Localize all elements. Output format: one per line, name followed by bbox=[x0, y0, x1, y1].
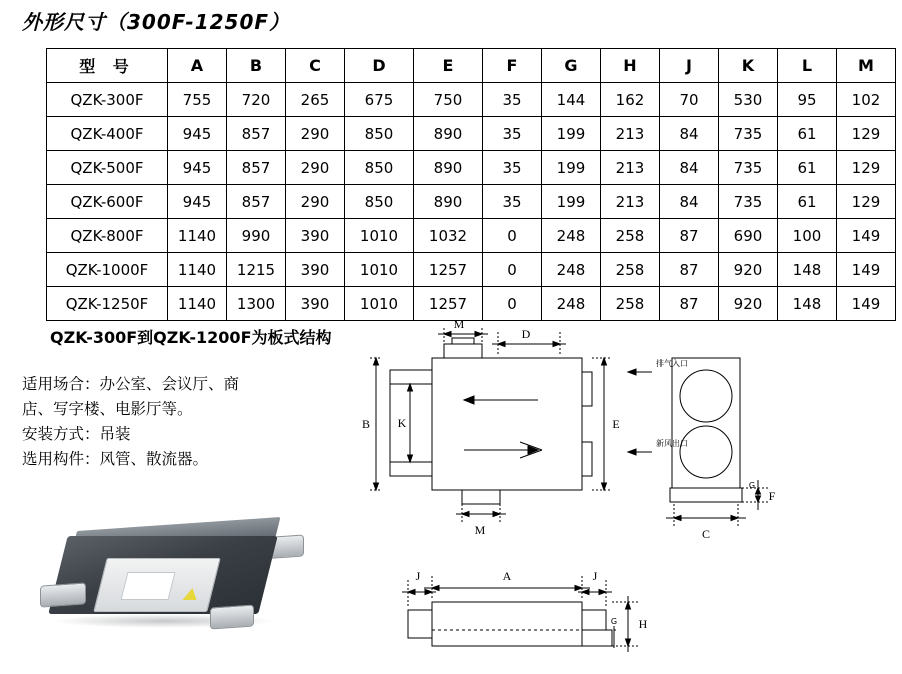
dim-label-h: H bbox=[638, 617, 648, 631]
note-line-installation: 安装方式：吊装 bbox=[22, 425, 131, 443]
cell-e: 1257 bbox=[414, 253, 483, 287]
drawing-svg bbox=[352, 317, 892, 670]
cell-a: 945 bbox=[168, 185, 227, 219]
table-header-row bbox=[47, 49, 896, 83]
cell-m: 149 bbox=[837, 219, 896, 253]
cell-e: 890 bbox=[414, 185, 483, 219]
header-cell-c: C bbox=[286, 49, 345, 83]
cell-j: 84 bbox=[660, 185, 719, 219]
cell-model: QZK-500F bbox=[47, 151, 168, 185]
photo-brand-label bbox=[121, 572, 176, 600]
label-outlet: 新风出口 bbox=[656, 439, 688, 448]
cell-b: 1300 bbox=[227, 287, 286, 321]
header-cell-f: F bbox=[483, 49, 542, 83]
header-cell-model: 型 号 bbox=[47, 49, 168, 83]
cell-a: 945 bbox=[168, 151, 227, 185]
cell-k: 735 bbox=[719, 151, 778, 185]
table-body bbox=[47, 49, 896, 321]
cell-g: 248 bbox=[542, 253, 601, 287]
cell-b: 857 bbox=[227, 151, 286, 185]
table-row bbox=[47, 287, 896, 321]
cell-h: 213 bbox=[601, 185, 660, 219]
warning-triangle-icon bbox=[183, 588, 200, 600]
cell-l: 61 bbox=[778, 185, 837, 219]
cell-d: 1010 bbox=[345, 253, 414, 287]
cell-k: 530 bbox=[719, 83, 778, 117]
table-row bbox=[47, 117, 896, 151]
cell-c: 290 bbox=[286, 151, 345, 185]
header-cell-g: G bbox=[542, 49, 601, 83]
cell-d: 850 bbox=[345, 117, 414, 151]
technical-drawings bbox=[352, 317, 892, 670]
cell-b: 857 bbox=[227, 117, 286, 151]
table-row bbox=[47, 253, 896, 287]
cell-k: 920 bbox=[719, 287, 778, 321]
cell-j: 84 bbox=[660, 151, 719, 185]
dim-label-j-left: J bbox=[415, 569, 421, 583]
cell-c: 265 bbox=[286, 83, 345, 117]
note-line-usage: 适用场合：办公室、会议厅、商 bbox=[22, 375, 240, 393]
dim-label-e: E bbox=[612, 417, 620, 431]
dim-label-g2: G bbox=[748, 481, 756, 490]
cell-g: 248 bbox=[542, 219, 601, 253]
cell-h: 213 bbox=[601, 151, 660, 185]
cell-f: 0 bbox=[483, 287, 542, 321]
cell-f: 0 bbox=[483, 219, 542, 253]
cell-k: 735 bbox=[719, 185, 778, 219]
cell-g: 248 bbox=[542, 287, 601, 321]
photo-duct-front bbox=[210, 604, 254, 629]
cell-e: 750 bbox=[414, 83, 483, 117]
cell-model: QZK-1250F bbox=[47, 287, 168, 321]
cell-e: 890 bbox=[414, 117, 483, 151]
header-cell-a: A bbox=[168, 49, 227, 83]
cell-d: 850 bbox=[345, 185, 414, 219]
cell-f: 35 bbox=[483, 117, 542, 151]
cell-c: 390 bbox=[286, 219, 345, 253]
cell-j: 87 bbox=[660, 253, 719, 287]
dim-label-m-bottom: M bbox=[474, 523, 486, 537]
cell-j: 87 bbox=[660, 219, 719, 253]
note-line-components: 选用构件：风管、散流器。 bbox=[22, 450, 209, 468]
cell-h: 162 bbox=[601, 83, 660, 117]
cell-h: 258 bbox=[601, 219, 660, 253]
cell-a: 1140 bbox=[168, 287, 227, 321]
cell-k: 735 bbox=[719, 117, 778, 151]
table-row bbox=[47, 83, 896, 117]
cell-h: 258 bbox=[601, 287, 660, 321]
dim-label-m-top: M bbox=[453, 317, 465, 331]
cell-b: 1215 bbox=[227, 253, 286, 287]
cell-c: 390 bbox=[286, 253, 345, 287]
dim-label-a: A bbox=[502, 569, 512, 583]
cell-m: 102 bbox=[837, 83, 896, 117]
cell-j: 84 bbox=[660, 117, 719, 151]
cell-l: 95 bbox=[778, 83, 837, 117]
table-row bbox=[47, 151, 896, 185]
cell-j: 70 bbox=[660, 83, 719, 117]
cell-e: 890 bbox=[414, 151, 483, 185]
header-cell-k: K bbox=[719, 49, 778, 83]
cell-c: 390 bbox=[286, 287, 345, 321]
dimensions-table bbox=[46, 48, 896, 321]
cell-a: 1140 bbox=[168, 253, 227, 287]
cell-f: 35 bbox=[483, 83, 542, 117]
cell-d: 675 bbox=[345, 83, 414, 117]
header-cell-h: H bbox=[601, 49, 660, 83]
note-line-usage-cont: 店、写字楼、电影厅等。 bbox=[22, 400, 193, 418]
page-title: 外形尺寸（300F-1250F） bbox=[22, 10, 291, 34]
cell-model: QZK-400F bbox=[47, 117, 168, 151]
cell-e: 1032 bbox=[414, 219, 483, 253]
cell-g: 199 bbox=[542, 185, 601, 219]
cell-b: 990 bbox=[227, 219, 286, 253]
product-photo bbox=[28, 510, 318, 660]
cell-model: QZK-600F bbox=[47, 185, 168, 219]
cell-l: 100 bbox=[778, 219, 837, 253]
cell-b: 857 bbox=[227, 185, 286, 219]
application-notes bbox=[22, 372, 352, 472]
cell-a: 945 bbox=[168, 117, 227, 151]
cell-d: 1010 bbox=[345, 287, 414, 321]
header-cell-b: B bbox=[227, 49, 286, 83]
cell-e: 1257 bbox=[414, 287, 483, 321]
cell-g: 199 bbox=[542, 151, 601, 185]
cell-m: 149 bbox=[837, 253, 896, 287]
cell-l: 61 bbox=[778, 151, 837, 185]
cell-a: 1140 bbox=[168, 219, 227, 253]
cell-k: 690 bbox=[719, 219, 778, 253]
dim-label-d: D bbox=[521, 327, 531, 341]
header-cell-l: L bbox=[778, 49, 837, 83]
cell-a: 755 bbox=[168, 83, 227, 117]
dim-label-f: F bbox=[768, 489, 776, 503]
cell-l: 61 bbox=[778, 117, 837, 151]
cell-m: 129 bbox=[837, 185, 896, 219]
table-row bbox=[47, 219, 896, 253]
cell-model: QZK-800F bbox=[47, 219, 168, 253]
cell-d: 850 bbox=[345, 151, 414, 185]
cell-f: 35 bbox=[483, 151, 542, 185]
photo-duct-left bbox=[40, 582, 86, 607]
cell-f: 0 bbox=[483, 253, 542, 287]
dim-label-c: C bbox=[701, 527, 711, 541]
header-cell-m: M bbox=[837, 49, 896, 83]
dim-label-k: K bbox=[397, 416, 407, 430]
structure-note: QZK-300F到QZK-1200F为板式结构 bbox=[50, 328, 332, 347]
cell-m: 129 bbox=[837, 151, 896, 185]
cell-b: 720 bbox=[227, 83, 286, 117]
cell-j: 87 bbox=[660, 287, 719, 321]
header-cell-d: D bbox=[345, 49, 414, 83]
cell-l: 148 bbox=[778, 287, 837, 321]
cell-model: QZK-300F bbox=[47, 83, 168, 117]
cell-d: 1010 bbox=[345, 219, 414, 253]
cell-model: QZK-1000F bbox=[47, 253, 168, 287]
dim-label-j-right: J bbox=[592, 569, 598, 583]
cell-m: 129 bbox=[837, 117, 896, 151]
dim-label-b: B bbox=[361, 417, 371, 431]
cell-h: 213 bbox=[601, 117, 660, 151]
header-cell-e: E bbox=[414, 49, 483, 83]
cell-k: 920 bbox=[719, 253, 778, 287]
cell-h: 258 bbox=[601, 253, 660, 287]
cell-f: 35 bbox=[483, 185, 542, 219]
table-row bbox=[47, 185, 896, 219]
dim-label-g: G bbox=[610, 617, 618, 626]
cell-c: 290 bbox=[286, 117, 345, 151]
cell-m: 149 bbox=[837, 287, 896, 321]
header-cell-j: J bbox=[660, 49, 719, 83]
cell-g: 199 bbox=[542, 117, 601, 151]
cell-l: 148 bbox=[778, 253, 837, 287]
cell-c: 290 bbox=[286, 185, 345, 219]
label-intake: 排气入口 bbox=[656, 359, 688, 368]
cell-g: 144 bbox=[542, 83, 601, 117]
